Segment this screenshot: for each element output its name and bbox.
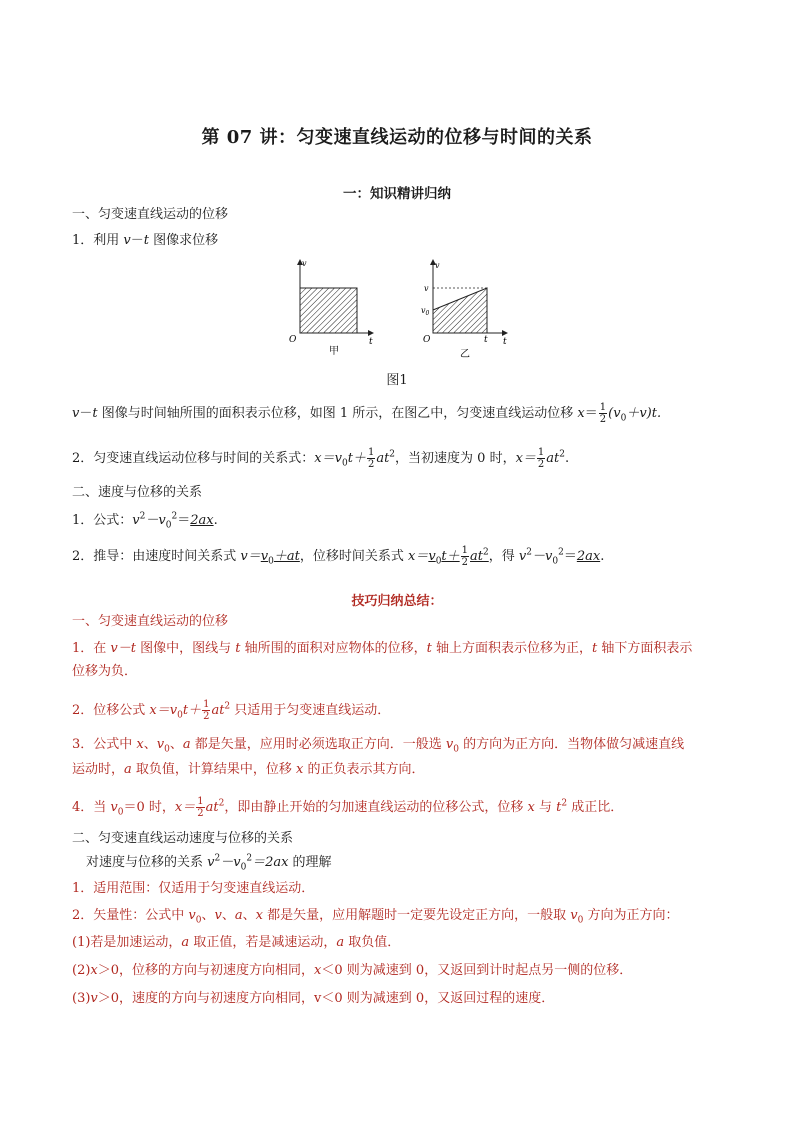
summary-heading-displacement: 一、匀变速直线运动的位移 <box>72 614 229 629</box>
summary-case-2: (2)x＞0，位移的方向与初速度方向相同，x＜0 则为减速到 0，又返回到计时起点另一侧的位移． <box>72 963 633 978</box>
heading-displacement: 一、匀变速直线运动的位移 <box>72 207 229 222</box>
axis-t-label-right: t <box>503 337 507 347</box>
summary-point-3-cont: 运动时，a 取负值，计算结果中，位移 x 的正负表示其方向． <box>72 762 425 777</box>
area-rectangle <box>300 288 357 333</box>
axis-v-label-right: v <box>435 261 440 270</box>
section-heading-knowledge: 一：知识精讲归纳 <box>343 186 451 202</box>
summary-point-2: 2．位移公式 $x=v_0t+$ $\frac{1}{2}$ $at^2$ 只适用于匀变速直线运动． <box>72 699 391 722</box>
v-level-label: v <box>424 284 429 293</box>
summary-subheading: 对速度与位移的关系 $v^2-v_0^2=2ax$ 的理解 <box>86 853 332 873</box>
summary-point-4: 4．当 $v_0=0$ 时，x＝ $\frac{1}{2}$ $at^2$，即由静止开始的匀加速直线运动的位移公式，位移 x 与 $t^2$ 成正比． <box>72 796 624 819</box>
summary-point-1: 1．在 v－t 图像中，图线与 t 轴所围的面积对应物体的位移，t 轴上方面积表示位移为正，t 轴下方面积表示 <box>72 641 693 656</box>
graph-yi <box>421 260 507 360</box>
point-formula: 1．公式：$v^2-v_0^2=2ax$. <box>72 511 218 531</box>
page-title: 第 07 讲：匀变速直线运动的位移与时间的关系 <box>201 127 593 148</box>
v0-label: $v_0$ <box>421 306 430 317</box>
heading-velocity-displacement: 二、速度与位移的关系 <box>72 485 203 500</box>
t-mark-label: t <box>484 335 488 345</box>
graph-name-yi: 乙 <box>460 349 470 360</box>
summary-scope: 1．适用范围：仅适用于匀变速直线运动． <box>72 881 315 896</box>
area-trapezoid <box>433 288 487 333</box>
graph-jia <box>289 259 373 357</box>
point-derivation: 2．推导：由速度时间关系式 $v=v_0+at$，位移时间关系式 $x=v_0t+$ $\frac{1}{2}$ $at^2$，得 $v^2-v_0^2=2ax$. <box>72 545 605 568</box>
figure-vt-graphs <box>285 258 515 368</box>
origin-label-right: O <box>423 335 431 345</box>
axis-v-label: v <box>302 259 307 268</box>
summary-point-1-cont: 位移为负． <box>72 664 138 679</box>
para-area-displacement: v－t 图像与时间轴所围的面积表示位移，如图 1 所示，在图乙中，匀变速直线运动位移 x＝ $\frac{1}{2}$ $(v_0+v)t$. <box>72 402 662 425</box>
summary-vector: 2．矢量性：公式中 $v_0$、v、a、x 都是矢量，应用解题时一定要先设定正方向，一般取 $v_0$ 方向为正方向： <box>72 908 679 926</box>
axis-t-label: t <box>369 337 373 347</box>
section-heading-summary: 技巧归纳总结： <box>351 594 443 609</box>
graph-name-jia: 甲 <box>329 346 339 357</box>
figure-caption: 图1 <box>386 373 408 388</box>
summary-point-3: 3．公式中 x、$v_0$、a 都是矢量，应用时必须选取正方向．一般选 $v_0$ 的方向为正方向．当物体做匀减速直线 <box>72 737 685 755</box>
point-vt-graph: 1．利用 v－t 图像求位移 <box>72 233 219 248</box>
summary-case-3: (3)v＞0，速度的方向与初速度方向相同，v＜0 则为减速到 0，又返回过程的速度． <box>72 991 555 1006</box>
point-displacement-formula: 2．匀变速直线运动位移与时间的关系式：$x=v_0t+$ $\frac{1}{2}$ $at^2$，当初速度为 0 时，x＝ $\frac{1}{2}$ $at^2$. <box>72 447 570 470</box>
origin-label: O <box>289 335 297 345</box>
summary-case-1: (1)若是加速运动，a 取正值，若是减速运动，a 取负值． <box>72 935 401 950</box>
summary-heading-velocity: 二、匀变速直线运动速度与位移的关系 <box>72 831 294 846</box>
